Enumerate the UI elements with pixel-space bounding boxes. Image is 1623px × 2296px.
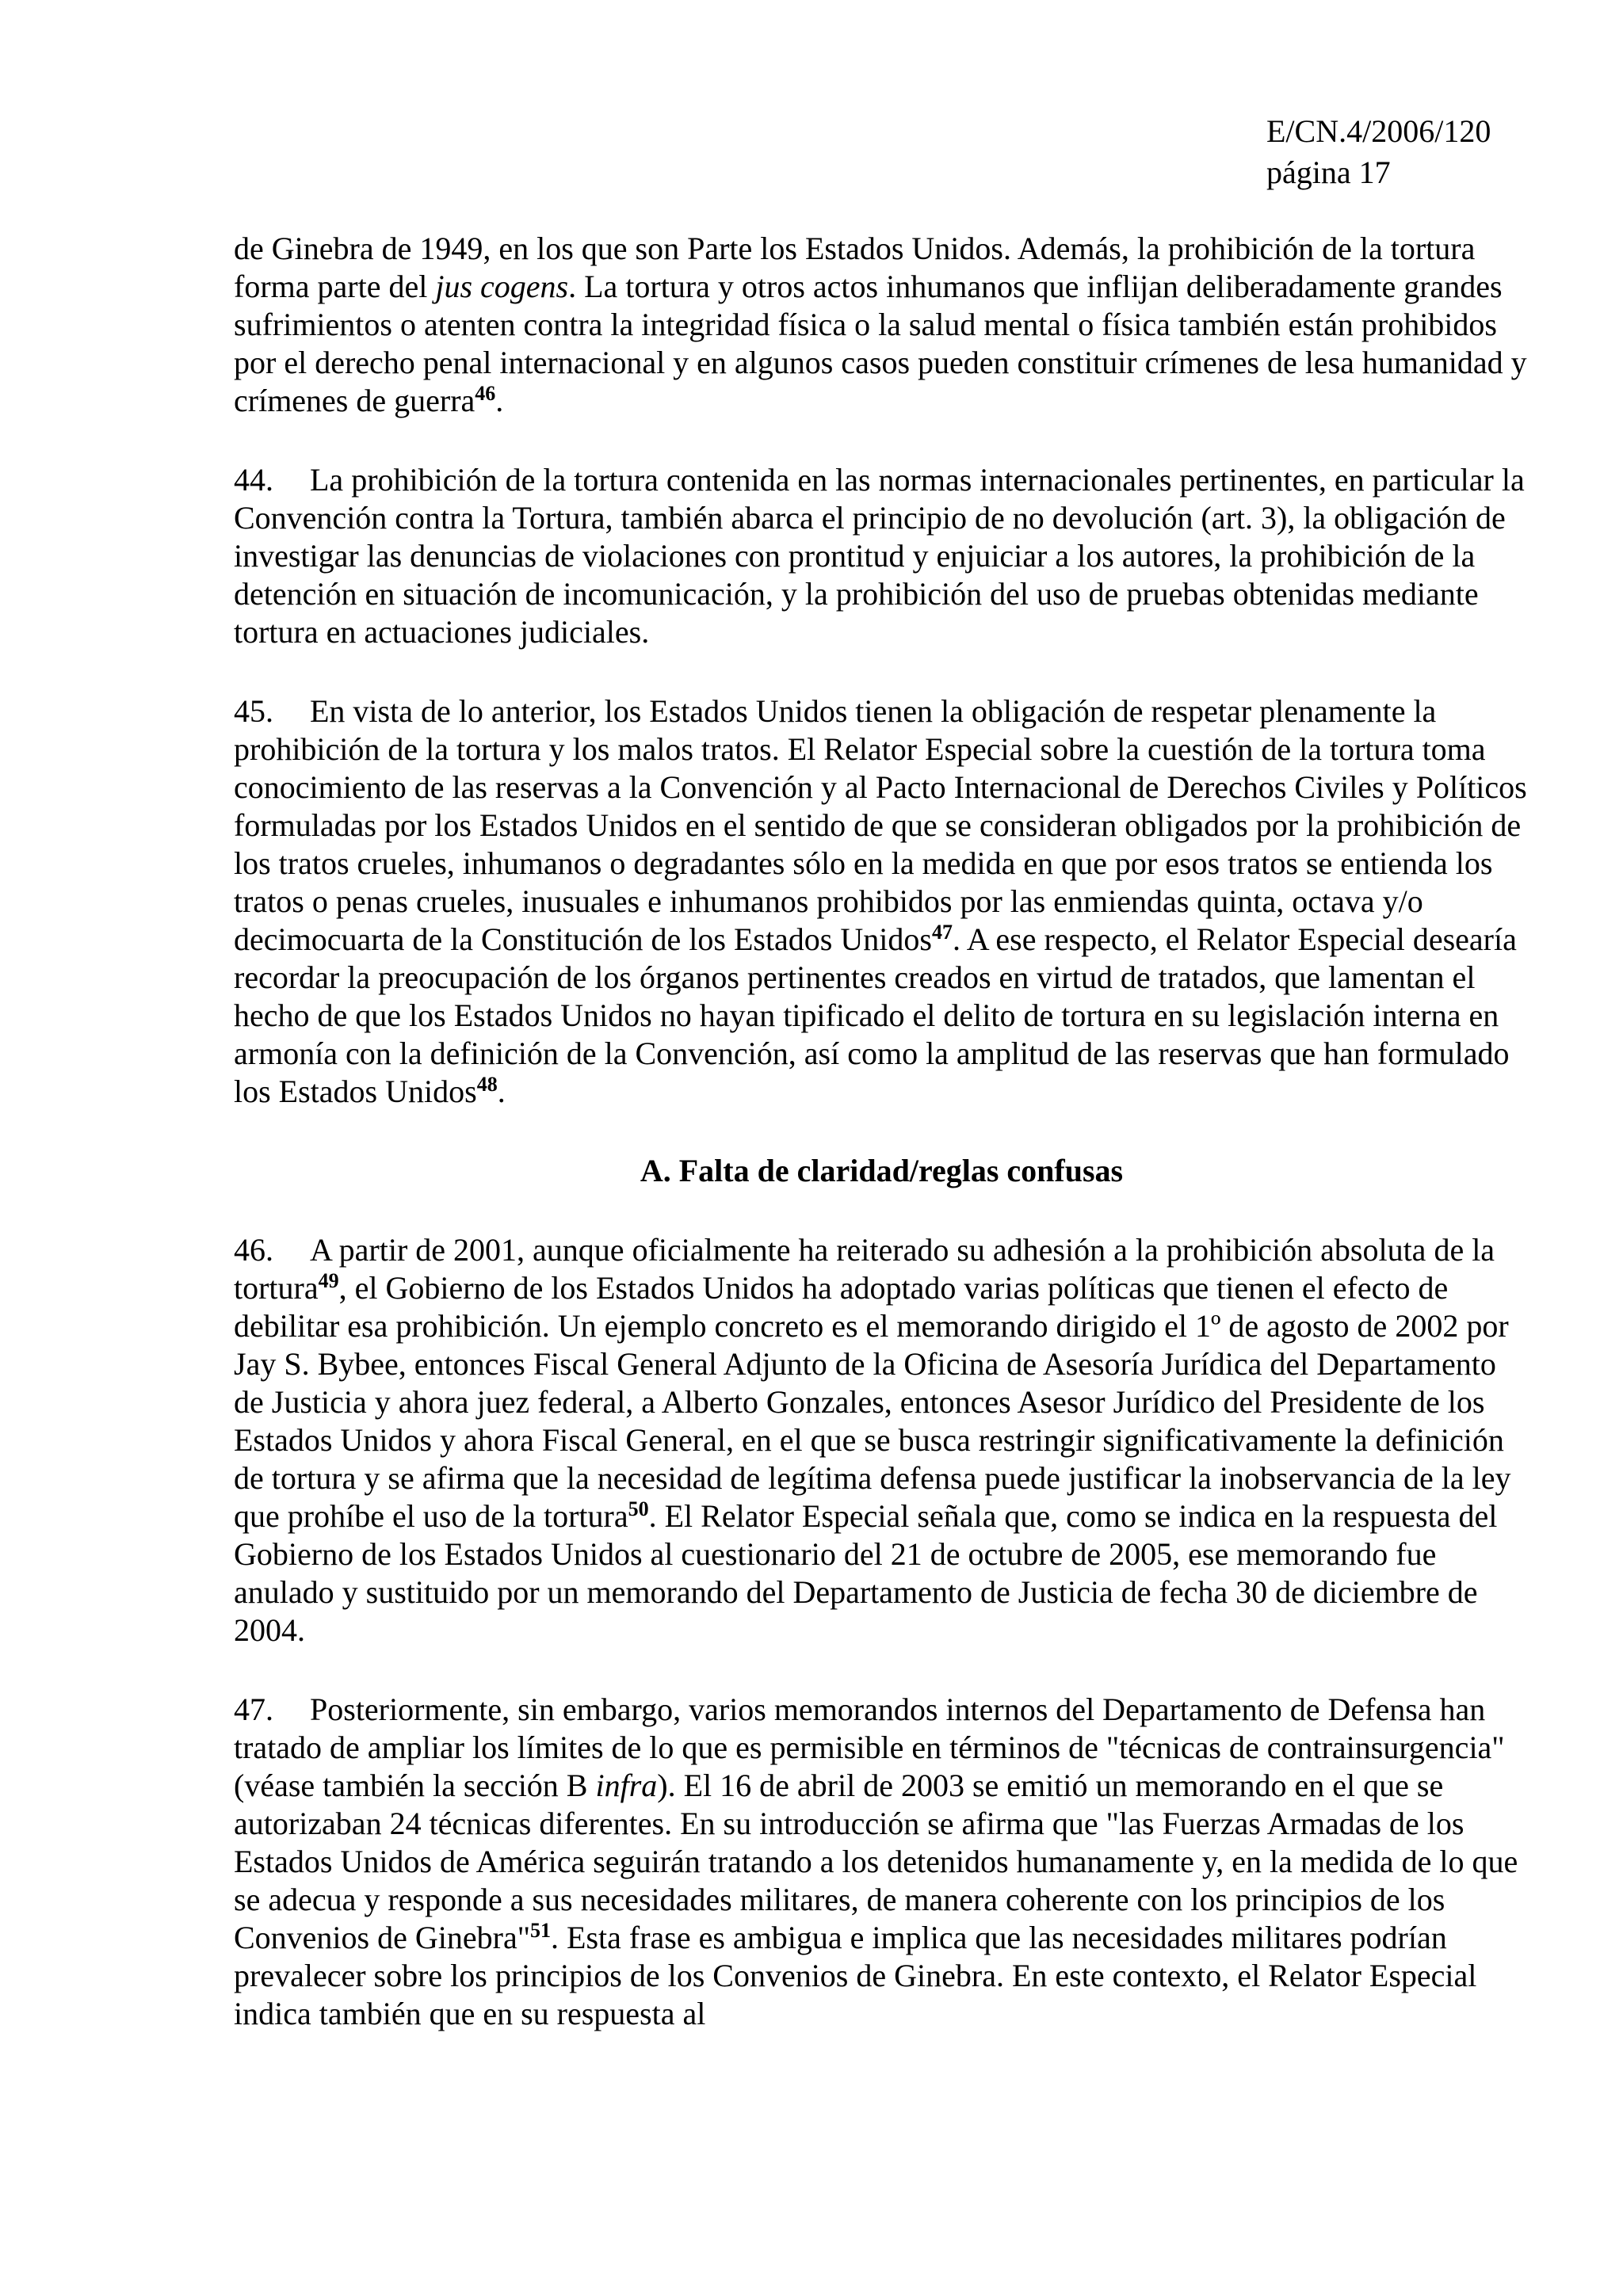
paragraph-text: Posteriormente, sin embargo, varios memorandos internos del Departamento de Defensa han tratado de ampliar los límites de lo que es permisible en términos de "técnicas de contrainsurgencia" (véase también la sección B <box>234 1691 1505 1803</box>
paragraph-text: , el Gobierno de los Estados Unidos ha adoptado varias políticas que tienen el efecto de debilitar esa prohibición. Un ejemplo concreto es el memorando dirigido el 1º de agosto de 2002 por Jay S. Bybee, entonces Fiscal General Adjunto de la Oficina de Asesoría Jurídica del Departamento de Justicia y ahora juez federal, a Alberto Gonzales, entonces Asesor Jurídico del Presidente de los Estados Unidos y ahora Fiscal General, en el que se busca restringir significativamente la definición de tortura y se afirma que la necesidad de legítima defensa puede justificar la inobservancia de la ley que prohíbe el uso de la tortura <box>234 1270 1511 1534</box>
paragraph-text: . Esta frase es ambigua e implica que las necesidades militares podrían prevalecer sobre los principios de los Convenios de Ginebra. En este contexto, el Relator Especial indica también que en su respuesta al <box>234 1920 1477 2031</box>
paragraph-45 <box>234 692 1529 1111</box>
paragraph-44 <box>234 461 1529 651</box>
paragraph-text: ). El 16 de abril de 2003 se emitió un memorando en el que se autorizaban 24 técnicas diferentes. En su introducción se afirma que "las Fuerzas Armadas de los Estados Unidos de América seguirán tratando a los detenidos humanamente y, en la medida de lo que se adecua y responde a sus necesidades militares, de manera coherente con los principios de los Convenios de Ginebra" <box>234 1768 1518 1955</box>
paragraph-text: . <box>495 383 504 418</box>
italic-term: infra <box>595 1768 658 1803</box>
document-body <box>234 230 1529 2074</box>
paragraph-text: La prohibición de la tortura contenida en las normas internacionales pertinentes, en particular la Convención contra la Tortura, también abarca el principio de no devolución (art. 3), la obligación de investigar las denuncias de violaciones con prontitud y enjuiciar a los autores, la prohibición de la detención en situación de incomunicación, y la prohibición del uso de pruebas obtenidas mediante tortura en actuaciones judiciales. <box>234 462 1525 650</box>
paragraph-46 <box>234 1231 1529 1650</box>
paragraph-text: A partir de 2001, aunque oficialmente ha reiterado su adhesión a la prohibición absoluta de la tortura <box>234 1232 1495 1306</box>
section-heading: A. Falta de claridad/reglas confusas <box>640 1153 1124 1188</box>
paragraph-continuation <box>234 230 1529 420</box>
document-header <box>1266 111 1491 193</box>
paragraph-number: 45. <box>234 693 273 729</box>
paragraph-number: 46. <box>234 1232 273 1268</box>
italic-term: jus cogens <box>435 269 569 304</box>
footnote-ref: 48 <box>476 1073 498 1096</box>
paragraph-text: En vista de lo anterior, los Estados Unidos tienen la obligación de respetar plenamente la prohibición de la tortura y los malos tratos. El Relator Especial sobre la cuestión de la tortura toma conocimiento de las reservas a la Convención y al Pacto Internacional de Derechos Civiles y Políticos formuladas por los Estados Unidos en el sentido de que se consideran obligados por la prohibición de los tratos crueles, inhumanos o degradantes sólo en la medida en que por esos tratos se entienda los tratos o penas crueles, inusuales e inhumanos prohibidos por las enmiendas quinta, octava y/o decimocuarta de la Constitución de los Estados Unidos <box>234 693 1527 957</box>
paragraph-number: 47. <box>234 1691 273 1727</box>
paragraph-47 <box>234 1691 1529 2033</box>
page-number: página 17 <box>1266 154 1391 190</box>
footnote-ref: 50 <box>628 1497 649 1520</box>
footnote-ref: 51 <box>530 1919 552 1942</box>
paragraph-number: 44. <box>234 462 273 498</box>
document-symbol: E/CN.4/2006/120 <box>1266 113 1491 149</box>
paragraph-text: . La tortura y otros actos inhumanos que inflijan deliberadamente grandes sufrimientos o atenten contra la integridad física o la salud mental o física también están prohibidos por el derecho penal internacional y en algunos casos pueden constituir crímenes de lesa humanidad y crímenes de guerra <box>234 269 1527 418</box>
footnote-ref: 46 <box>475 382 496 405</box>
footnote-ref: 49 <box>318 1269 339 1292</box>
footnote-ref: 47 <box>931 921 953 944</box>
paragraph-text: de Ginebra de 1949, en los que son Parte los Estados Unidos. Además, la prohibición de la tortura forma parte del <box>234 231 1476 304</box>
paragraph-text: . A ese respecto, el Relator Especial desearía recordar la preocupación de los órganos pertinentes creados en virtud de tratados, que lamentan el hecho de que los Estados Unidos no hayan tipificado el delito de tortura en su legislación interna en armonía con la definición de la Convención, así como la amplitud de las reservas que han formulado los Estados Unidos <box>234 921 1517 1109</box>
paragraph-text: . <box>497 1074 506 1109</box>
paragraph-text: . El Relator Especial señala que, como se indica en la respuesta del Gobierno de los Estados Unidos al cuestionario del 21 de octubre de 2005, ese memorando fue anulado y sustituido por un memorando del Departamento de Justicia de fecha 30 de diciembre de 2004. <box>234 1498 1498 1648</box>
